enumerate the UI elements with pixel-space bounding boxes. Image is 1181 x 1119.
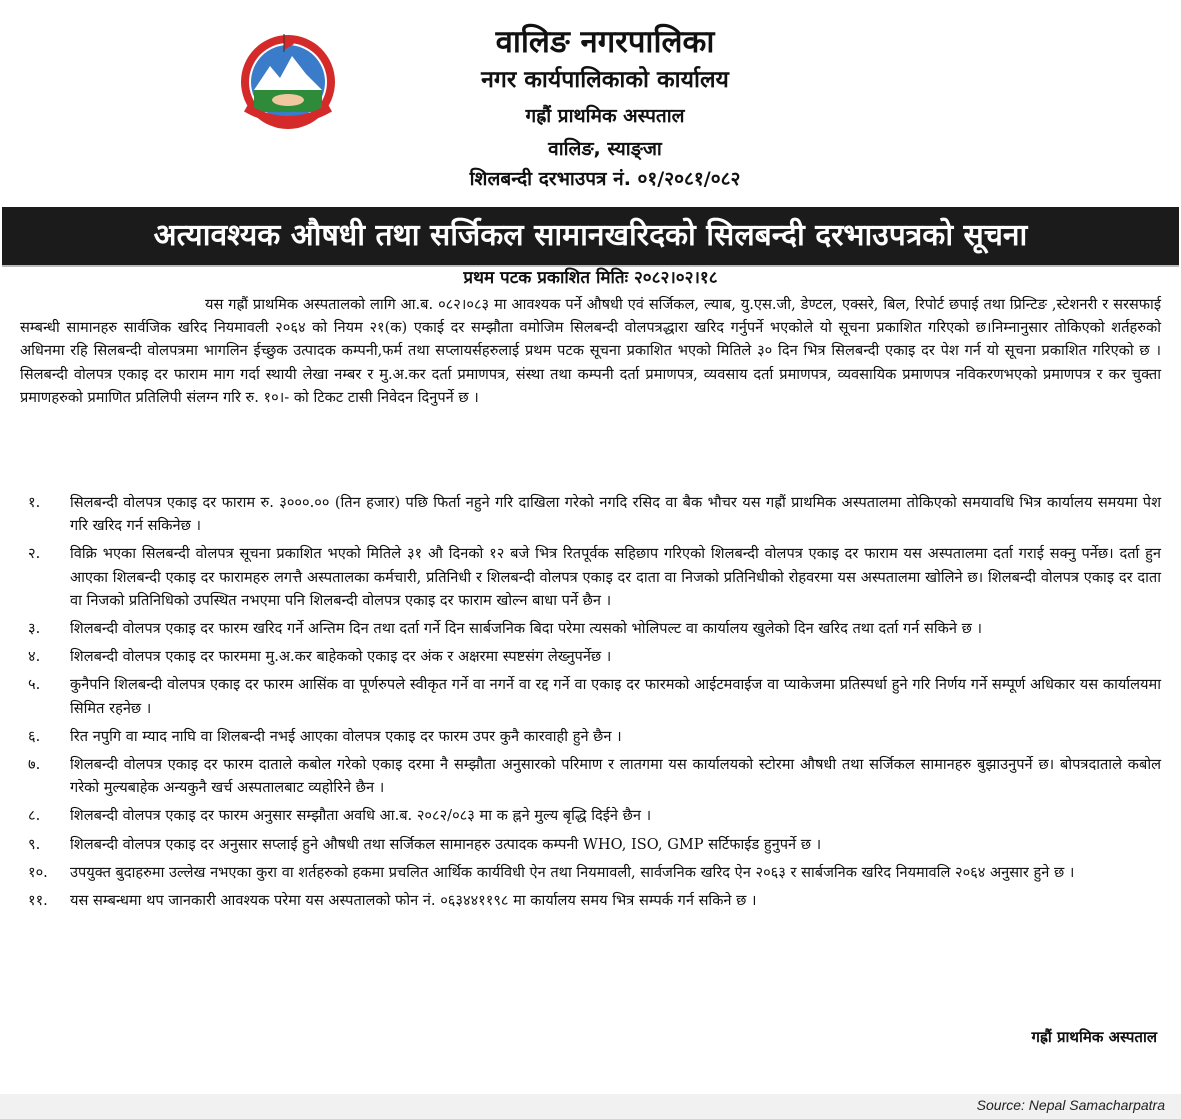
footer-bar [0,1094,1181,1119]
item-text: शिलबन्दी वोलपत्र एकाइ दर फारम अनुसार सम्झौता अवधि आ.ब. २०८२/०८३ मा क ह्नने मुल्य बृद्धि दिईने छैन । [70,807,652,825]
item-text: कुनैपनि शिलबन्दी वोलपत्र एकाइ दर फारम आसिंक वा पूर्णरुपले स्वीकृत गर्ने वा नगर्ने वा रद्द गर्ने वा एकाइ दर फारमको आईटमवाईज वा प्याकेजमा प्रतिस्पर्धा हुने गरि निर्णय गर्ने सम्पूर्ण अधिकार यस कार्यालयमा सिमित रहनेछ । [70,676,1161,717]
hospital-name: गह्रौं प्राथमिक अस्पताल [525,104,685,127]
item-text: शिलबन्दी वोलपत्र एकाइ दर अनुसार सप्लाई हुने औषधी तथा सर्जिकल सामानहरु उत्पादक कम्पनी WHO, ISO, GMP सर्टिफाईड हुनुपर्ने छ । [70,835,822,853]
reference-number: शिलबन्दी दरभाउपत्र नं. ०१/२०८१/०८२ [469,168,741,191]
item-number: ७. [28,756,41,774]
item-number: १०. [28,863,48,881]
list-item [20,617,1161,640]
list-item [20,491,1161,537]
publication-date: प्रथम पटक प्रकाशित मितिः २०८२।०२।१८ [463,268,718,288]
conditions-list [20,491,1161,917]
item-text: शिलबन्दी वोलपत्र एकाइ दर फारम दाताले कबोल गरेको एकाइ दरमा नै सम्झौता अनुसारको परिमाण र लातगमा यस कार्यालयको स्टोरमा औषधी तथा सर्जिकल सामानहरु बुझाउनुपर्ने छ। बोपत्रदाताले कबोल गरेको मुल्यबाहेक अन्यकुनै खर्च अस्पतालबाट व्यहोरिने छैन । [70,756,1161,797]
item-number: ३. [28,620,41,638]
item-text: सिलबन्दी वोलपत्र एकाइ दर फाराम रु. ३०००.०० (तिन हजार) पछि फिर्ता नहुने गरि दाखिला गरेको नगदि रसिद वा बैक भौचर यस गह्रौं प्राथमिक अस्पतालमा तोकिएको समयावधि भित्र कार्यालय समयमा पेश गरि खरिद गर्न सकिनेछ । [70,494,1161,535]
item-text: उपयुक्त बुदाहरुमा उल्लेख नभएका कुरा वा शर्तहरुको हकमा प्रचलित आर्थिक कार्यविधी ऐन तथा नियमावली, सार्वजनिक खरिद ऐन २०६३ र सार्बजनिक खरिद नियमावलि २०६४ अनुसार हुने छ । [70,863,1075,881]
item-text: यस सम्बन्धमा थप जानकारी आवश्यक परेमा यस अस्पतालको फोन नं. ०६३४४११९८ मा कार्यालय समय भित्र सम्पर्क गर्न सकिने छ । [70,892,757,910]
list-item [20,753,1161,799]
list-item [20,804,1161,827]
list-item [20,889,1161,912]
list-item [20,725,1161,748]
item-number: २. [28,545,41,563]
item-number: ५. [28,676,41,694]
item-number: ९. [28,835,41,853]
item-text: शिलबन्दी वोलपत्र एकाइ दर फारममा मु.अ.कर बाहेकको एकाइ दर अंक र अक्षरमा स्पष्टसंग लेख्नुपर्नेछ । [70,648,612,666]
notice-header [340,18,870,191]
item-text: शिलबन्दी वोलपत्र एकाइ दर फारम खरिद गर्ने अन्तिम दिन तथा दर्ता गर्ने दिन सार्बजनिक बिदा परेमा त्यसको भोलिपल्ट वा कार्यालय खुलेको दिन खरिद तथा दर्ता गर्न सकिने छ । [70,620,982,638]
list-item [20,861,1161,884]
intro-paragraph: यस गह्रौं प्राथमिक अस्पतालको लागि आ.ब. ०८२।०८३ मा आवश्यक पर्ने औषधी एवं सर्जिकल, ल्याब, यु.एस.जी, डेण्टल, एक्सरे, बिल, रिपोर्ट छपाई तथा प्रिन्टिङ ,स्टेशनरी र सरसफाई सम्बन्धी सामानहरु सार्वजिक खरिद नियमावली २०६४ को नियम २१(क) एकाई दर सम्झौता वमोजिम सिलबन्दी वोलपत्रद्धारा खरिद गर्नुपर्ने भएकोले यो सूचना प्रकाशित गरिएको छ।निम्नानुसार तोकिएको शर्तहरुको अधिनमा रहि सिलबन्दी वोलपत्रमा भागलिन ईच्छुक उत्पादक कम्पनी,फर्म तथा सप्लायर्सहरुलाई प्रथम पटक सूचना प्रकाशित भएको मितिले ३० दिन भित्र सिलबन्दी एकाइ दर पेश गर्न यो सूचना प्रकाशित गरिएको छ ।सिलबन्दी वोलपत्र एकाइ दर फाराम माग गर्दा स्थायी लेखा नम्बर र मु.अ.कर दर्ता प्रमाणपत्र, संस्था तथा कम्पनी दर्ता प्रमाणपत्र, व्यवसाय दर्ता प्रमाणपत्र, व्यवसायिक प्रमाणपत्र नविकरणभएको प्रमाणपत्र र कर चुक्ता प्रमाणहरुको प्रमाणित प्रतिलिपी संलग्न गरि रु. १०।- को टिकट टासी निवेदन दिनुपर्ने छ । [20,296,1161,406]
office-name: नगर कार्यपालिकाको कार्यालय [481,67,729,94]
signature-block: गह्रौं प्राथमिक अस्पताल [1031,1028,1157,1046]
source-credit: Source: Nepal Samacharpatra [976,1097,1165,1113]
item-number: ८. [28,807,41,825]
item-number: ६. [28,727,41,745]
list-item [20,542,1161,612]
municipality-name: वालिङ नगरपालिका [495,24,715,60]
notice-title-banner: अत्यावश्यक औषधी तथा सर्जिकल सामानखरिदको सिलबन्दी दरभाउपत्रको सूचना [2,207,1179,267]
nepal-emblem-icon [236,28,340,132]
item-number: ११. [28,892,48,910]
list-item [20,833,1161,856]
item-number: १. [28,494,41,511]
item-number: ४. [28,648,41,666]
list-item [20,673,1161,719]
item-text: विक्रि भएका सिलबन्दी वोलपत्र सूचना प्रकाशित भएको मितिले ३१ औ दिनको १२ बजे भित्र रितपूर्वक सहिछाप गरिएको शिलबन्दी वोलपत्र एकाइ दर फाराम यस अस्पतालमा दर्ता गराई सक्नु पर्नेछ। दर्ता हुन आएका शिलबन्दी एकाइ दर फारामहरु लगत्तै अस्पतालका कर्मचारी, प्रतिनिधी र शिलबन्दी वोलपत्र एकाइ दर दाता वा निजको प्रतिनिधीको रोहवरमा यस अस्पतालमा खोलिने छ। शिलबन्दी वोलपत्र एकाइ दर दाता वा निजको प्रतिनिधिको उपस्थित नभएमा पनि शिलबन्दी वोलपत्र एकाइ दर फाराम खोल्न बाधा पर्ने छैन । [70,545,1161,609]
location-name: वालिङ, स्याङ्जा [548,137,662,160]
list-item [20,645,1161,668]
item-text: रित नपुगि वा म्याद नाघि वा शिलबन्दी नभई आएका वोलपत्र एकाइ दर फारम उपर कुनै कारवाही हुने छैन । [70,727,622,745]
